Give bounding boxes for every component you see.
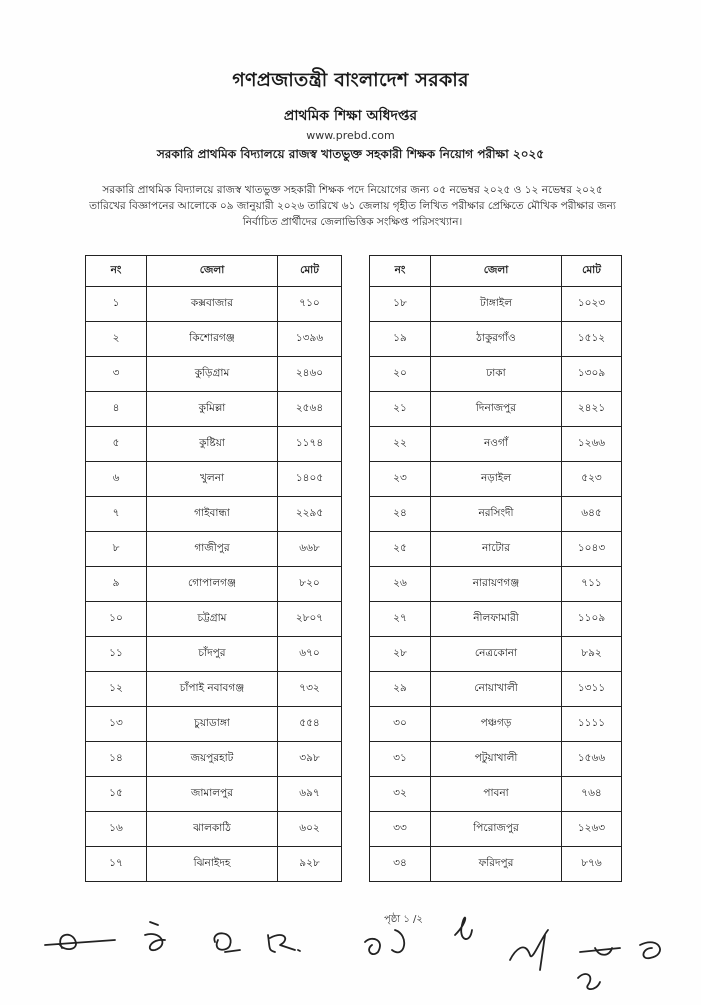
signature-mark: [580, 942, 660, 958]
total-count: ৯২৮: [278, 847, 342, 882]
table-row: [370, 742, 622, 777]
row-number: ৯: [86, 567, 147, 602]
header-no: নং: [86, 256, 147, 287]
table-row: [370, 847, 622, 882]
row-number: ২২: [370, 427, 431, 462]
total-count: ১৪০৫: [278, 462, 342, 497]
district-name: ঠাকুরগাঁও: [431, 322, 562, 357]
district-name: নেত্রকোনা: [431, 637, 562, 672]
table-row: [86, 427, 342, 462]
table-row: [370, 637, 622, 672]
total-count: ২২৯৫: [278, 497, 342, 532]
table-row: [86, 672, 342, 707]
row-number: ৩১: [370, 742, 431, 777]
signature-mark: [455, 918, 472, 939]
row-number: ১৩: [86, 707, 147, 742]
signature-mark: [268, 935, 300, 952]
total-count: ৬৭০: [278, 637, 342, 672]
row-number: ১৫: [86, 777, 147, 812]
signature-mark: [145, 922, 165, 950]
district-name: কুষ্টিয়া: [147, 427, 278, 462]
table-row: [370, 777, 622, 812]
row-number: ১২: [86, 672, 147, 707]
row-number: ৫: [86, 427, 147, 462]
table-row: [370, 392, 622, 427]
table-row: [370, 287, 622, 322]
row-number: ২৪: [370, 497, 431, 532]
table-row: [370, 322, 622, 357]
district-name: নীলফামারী: [431, 602, 562, 637]
district-name: নোয়াখালী: [431, 672, 562, 707]
row-number: ৩৩: [370, 812, 431, 847]
table-row: [86, 602, 342, 637]
signature-mark: [510, 930, 548, 970]
signature-mark: [45, 935, 115, 949]
total-count: ৮২০: [278, 567, 342, 602]
header-no: নং: [370, 256, 431, 287]
total-count: ২৪৬০: [278, 357, 342, 392]
district-name: নরসিংদী: [431, 497, 562, 532]
intro-paragraph: [80, 182, 625, 230]
table-row: [370, 497, 622, 532]
total-count: ৮৯২: [562, 637, 622, 672]
table-row: [86, 637, 342, 672]
signature-mark: [578, 974, 600, 989]
row-number: ২০: [370, 357, 431, 392]
table-row: [370, 357, 622, 392]
intro-line: তারিখের বিজ্ঞাপনের আলোকে ০৯ জানুয়ারী ২০২৬ তারিখে ৬১ জেলায় গৃহীত লিখিত পরীক্ষার প্রেক্ষিতে মৌখিক পরীক্ষার জন্য: [89, 200, 616, 212]
row-number: ২৫: [370, 532, 431, 567]
total-count: ১০৪৩: [562, 532, 622, 567]
district-name: টাঙ্গাইল: [431, 287, 562, 322]
total-count: ৬৪৫: [562, 497, 622, 532]
district-name: নারায়ণগঞ্জ: [431, 567, 562, 602]
total-count: ১০২৩: [562, 287, 622, 322]
row-number: ৩০: [370, 707, 431, 742]
district-name: চুয়াডাঙ্গা: [147, 707, 278, 742]
row-number: ২৩: [370, 462, 431, 497]
row-number: ১১: [86, 637, 147, 672]
district-table-left: [85, 255, 342, 882]
row-number: ৩৪: [370, 847, 431, 882]
total-count: ২৫৬৪: [278, 392, 342, 427]
table-row: [370, 532, 622, 567]
table-row: [370, 812, 622, 847]
total-count: ১১১১: [562, 707, 622, 742]
page-number: পৃষ্ঠা ১ /২: [384, 914, 423, 925]
table-row: [86, 847, 342, 882]
district-name: ফরিদপুর: [431, 847, 562, 882]
table-header-row: [370, 256, 622, 287]
row-number: ৬: [86, 462, 147, 497]
row-number: ১৪: [86, 742, 147, 777]
table-row: [86, 742, 342, 777]
row-number: ২৭: [370, 602, 431, 637]
total-count: ২৮০৭: [278, 602, 342, 637]
district-name: ঢাকা: [431, 357, 562, 392]
table-row: [370, 462, 622, 497]
total-count: ১৩০৯: [562, 357, 622, 392]
district-name: দিনাজপুর: [431, 392, 562, 427]
row-number: ২১: [370, 392, 431, 427]
total-count: ২৪২১: [562, 392, 622, 427]
total-count: ৬৯৭: [278, 777, 342, 812]
signatures-image: [0, 900, 701, 1005]
total-count: ১১৭৪: [278, 427, 342, 462]
total-count: ৫২৩: [562, 462, 622, 497]
header-total: মোট: [562, 256, 622, 287]
table-row: [86, 392, 342, 427]
row-number: ১০: [86, 602, 147, 637]
total-count: ১৩১১: [562, 672, 622, 707]
row-number: ২৯: [370, 672, 431, 707]
intro-line: সরকারি প্রাথমিক বিদ্যালয়ে রাজস্ব খাতভুক্ত সহকারী শিক্ষক পদে নিয়োগের জন্য ০৫ নভেম্বর ২০২৫ ও ১২ নভেম্বর ২০২৫: [102, 184, 603, 196]
table-row: [86, 567, 342, 602]
district-name: কুড়িগ্রাম: [147, 357, 278, 392]
row-number: ৩: [86, 357, 147, 392]
table-row: [370, 567, 622, 602]
table-row: [86, 462, 342, 497]
total-count: ৬০২: [278, 812, 342, 847]
row-number: ১: [86, 287, 147, 322]
district-name: চাঁদপুর: [147, 637, 278, 672]
table-row: [86, 322, 342, 357]
district-name: খুলনা: [147, 462, 278, 497]
total-count: ৭১০: [278, 287, 342, 322]
total-count: ১৫১২: [562, 322, 622, 357]
table-row: [86, 532, 342, 567]
table-row: [86, 357, 342, 392]
total-count: ৭১১: [562, 567, 622, 602]
page-title: গণপ্রজাতন্ত্রী বাংলাদেশ সরকার: [232, 69, 469, 91]
district-name: গোপালগঞ্জ: [147, 567, 278, 602]
header-total: মোট: [278, 256, 342, 287]
row-number: ২: [86, 322, 147, 357]
total-count: ১১০৯: [562, 602, 622, 637]
district-name: গাইবান্ধা: [147, 497, 278, 532]
signature-mark: [214, 933, 240, 952]
district-name: ঝিনাইদহ: [147, 847, 278, 882]
table-header-row: [86, 256, 342, 287]
district-table-right: [369, 255, 622, 882]
header-district: জেলা: [147, 256, 278, 287]
table-row: [86, 812, 342, 847]
total-count: ৮৭৬: [562, 847, 622, 882]
district-name: নড়াইল: [431, 462, 562, 497]
district-name: কক্সবাজার: [147, 287, 278, 322]
row-number: ১৬: [86, 812, 147, 847]
row-number: ১৮: [370, 287, 431, 322]
district-name: পঞ্চগড়: [431, 707, 562, 742]
total-count: ১৫৬৬: [562, 742, 622, 777]
total-count: ৬৬৮: [278, 532, 342, 567]
district-name: পিরোজপুর: [431, 812, 562, 847]
table-row: [86, 287, 342, 322]
row-number: ৩২: [370, 777, 431, 812]
district-name: পাবনা: [431, 777, 562, 812]
exam-title: সরকারি প্রাথমিক বিদ্যালয়ে রাজস্ব খাতভুক্ত সহকারী শিক্ষক নিয়োগ পরীক্ষা ২০২৫: [156, 147, 545, 161]
district-name: কিশোরগঞ্জ: [147, 322, 278, 357]
row-number: ৭: [86, 497, 147, 532]
row-number: ৪: [86, 392, 147, 427]
table-row: [370, 707, 622, 742]
signature-mark: [365, 930, 404, 954]
table-row: [370, 602, 622, 637]
district-name: চাঁপাই নবাবগঞ্জ: [147, 672, 278, 707]
watermark-url: www.prebd.com: [306, 129, 395, 142]
district-name: পটুয়াখালী: [431, 742, 562, 777]
total-count: ৭৩২: [278, 672, 342, 707]
total-count: ৫৫৪: [278, 707, 342, 742]
total-count: ১২৬৬: [562, 427, 622, 462]
district-name: নওগাঁ: [431, 427, 562, 462]
total-count: ১৩৯৬: [278, 322, 342, 357]
table-row: [370, 672, 622, 707]
row-number: ২৬: [370, 567, 431, 602]
department-name: প্রাথমিক শিক্ষা অধিদপ্তর: [283, 108, 418, 124]
district-name: জয়পুরহাট: [147, 742, 278, 777]
district-name: ঝালকাঠি: [147, 812, 278, 847]
header-district: জেলা: [431, 256, 562, 287]
table-row: [86, 777, 342, 812]
table-row: [86, 707, 342, 742]
total-count: ১২৬৩: [562, 812, 622, 847]
table-row: [86, 497, 342, 532]
total-count: ৭৬৪: [562, 777, 622, 812]
table-row: [370, 427, 622, 462]
intro-line: নির্বাচিত প্রার্থীদের জেলাভিত্তিক সংক্ষিপ্ত পরিসংখ্যান।: [242, 216, 463, 228]
row-number: ২৮: [370, 637, 431, 672]
row-number: ১৯: [370, 322, 431, 357]
row-number: ১৭: [86, 847, 147, 882]
district-name: চট্টগ্রাম: [147, 602, 278, 637]
row-number: ৮: [86, 532, 147, 567]
district-name: কুমিল্লা: [147, 392, 278, 427]
total-count: ৩৯৮: [278, 742, 342, 777]
district-name: গাজীপুর: [147, 532, 278, 567]
district-name: জামালপুর: [147, 777, 278, 812]
district-name: নাটোর: [431, 532, 562, 567]
